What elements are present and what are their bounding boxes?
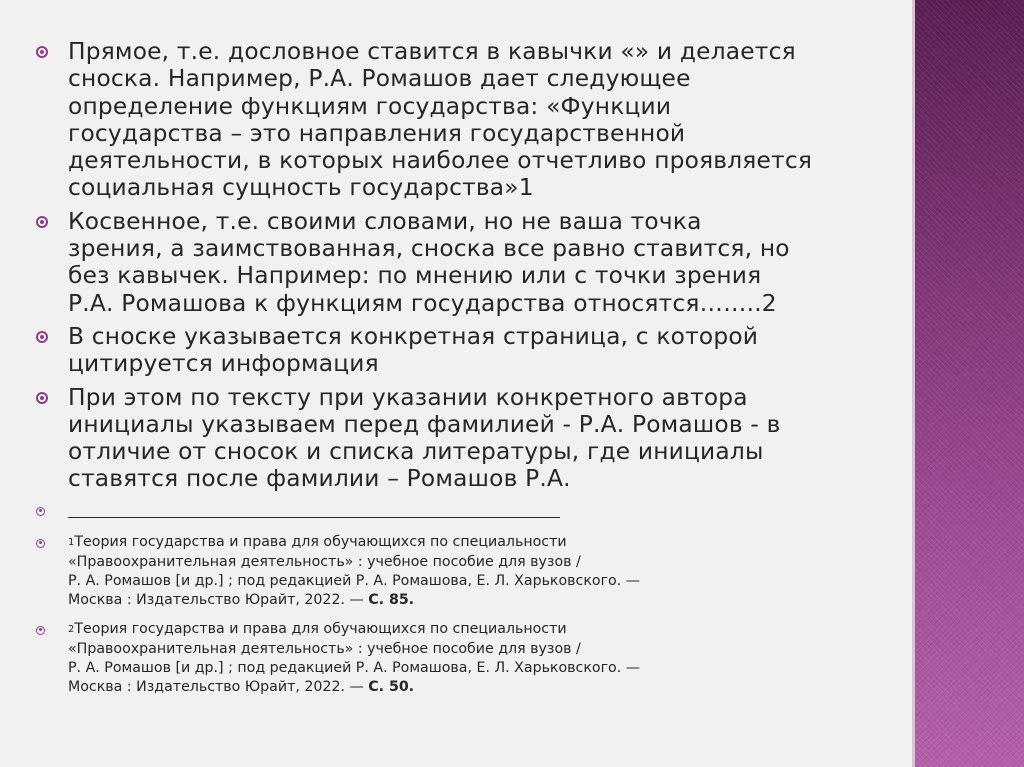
bullet-icon	[36, 392, 48, 404]
footnote-text: Теория государства и права для обучающихся по специальности	[74, 533, 567, 550]
text-line: сноска. Например, Р.А. Ромашов дает следующее	[68, 65, 691, 93]
text-line: Прямое, т.е. дословное ставится в кавычки «» и делается	[68, 38, 796, 65]
footnote-separator-line	[68, 517, 560, 518]
text-line: ставятся после фамилии – Ромашов Р.А.	[68, 465, 571, 493]
footnote-marker: 2	[68, 623, 75, 635]
footnote-line: «Правоохранительная деятельность» : учебное пособие для вузов /	[68, 640, 581, 657]
bullet-list	[36, 38, 896, 707]
text-line: социальная сущность государства»1	[68, 174, 534, 202]
footnote-page: С. 85.	[368, 591, 415, 608]
footnote-line: Р. А. Ромашов [и др.] ; под редакцией Р. А. Ромашова, Е. Л. Харьковского. —	[68, 572, 640, 589]
footnote-line: Р. А. Ромашов [и др.] ; под редакцией Р. А. Ромашова, Е. Л. Харьковского. —	[68, 659, 640, 676]
text-line: без кавычек. Например: по мнению или с точки зрения	[68, 262, 762, 290]
bullet-item-direct-quote	[36, 38, 896, 202]
footnote-page: С. 50.	[368, 678, 415, 695]
footnote-1	[36, 533, 896, 610]
text-line: деятельности, в которых наиболее отчетливо проявляется	[68, 147, 813, 175]
footnote-marker: 1	[68, 536, 75, 548]
text-line: государства – это направления государственной	[68, 119, 686, 147]
text-line: инициалы указываем перед фамилией - Р.А. Ромашов - в	[68, 410, 781, 438]
footnote-line	[68, 533, 896, 553]
bullet-item-page-reference	[36, 323, 896, 378]
bullet-item-indirect-quote	[36, 208, 896, 317]
footnote-separator-item	[36, 503, 896, 523]
text-line: определение функциям государства: «Функции	[68, 92, 672, 120]
footnote-text: Москва : Издательство Юрайт, 2022. —	[68, 678, 369, 695]
text-line: отличие от сносок и списка литературы, где инициалы	[68, 438, 764, 466]
footnote-2	[36, 620, 896, 697]
bullet-item-initials	[36, 384, 896, 493]
bullet-icon	[36, 46, 48, 58]
bullet-icon	[36, 507, 45, 516]
footnote-line	[68, 620, 896, 640]
bullet-icon	[36, 331, 48, 343]
text-line: цитируется информация	[68, 350, 379, 378]
text-line: Р.А. Ромашова к функциям государства относятся……..2	[68, 289, 777, 317]
footnote-text: Москва : Издательство Юрайт, 2022. —	[68, 591, 369, 608]
bullet-icon	[36, 216, 48, 228]
text-line: При этом по тексту при указании конкретного автора	[68, 383, 748, 411]
text-line: В сноске указывается конкретная страница, с которой	[68, 322, 759, 350]
bullet-icon	[36, 626, 45, 635]
text-line: зрения, а заимствованная, сноска все равно ставится, но	[68, 235, 790, 263]
bullet-icon	[36, 539, 45, 548]
footnote-text: Теория государства и права для обучающихся по специальности	[74, 620, 567, 637]
footnote-line	[68, 591, 896, 610]
footnote-line: «Правоохранительная деятельность» : учебное пособие для вузов /	[68, 553, 581, 570]
decorative-side-band	[915, 0, 1024, 767]
footnote-line	[68, 678, 896, 697]
text-line: Косвенное, т.е. своими словами, но не ваша точка	[68, 207, 702, 235]
